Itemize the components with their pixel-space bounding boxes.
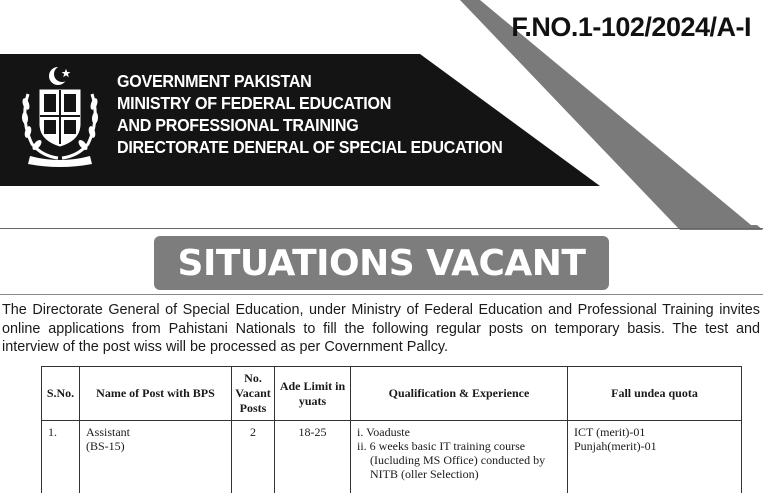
org-line-directorate: DIRECTORATE DENERAL OF SPECIAL EDUCATION <box>117 137 503 157</box>
qualification-line: i. Voaduste <box>357 425 410 439</box>
page-title: SITUATIONS VACANT <box>177 242 586 284</box>
table-row <box>42 421 742 493</box>
cell-quota <box>568 421 742 493</box>
qualification-line: NITB (oller Selection) <box>370 467 479 481</box>
org-line-government: GOVERNMENT PAKISTAN <box>117 71 312 91</box>
quota-line: Punjah(merit)-01 <box>574 439 657 453</box>
col-header-post: Name of Post with BPS <box>80 367 232 421</box>
col-header-quota: Fall undea quota <box>568 367 742 421</box>
org-line-ministry: MINISTRY OF FEDERAL EDUCATION <box>117 93 392 113</box>
post-bps: (BS-15) <box>86 439 125 453</box>
quota-line: ICT (merit)-01 <box>574 425 646 439</box>
state-emblem-icon <box>18 64 102 168</box>
org-line-training: AND PROFESSIONAL TRAINING <box>117 115 359 135</box>
col-header-vacant: No. Vacant Posts <box>232 367 275 421</box>
cell-age: 18-25 <box>275 421 351 493</box>
table-header-row <box>42 367 742 421</box>
file-number: F.NO.1-102/2024/A-I <box>511 12 751 42</box>
cell-qualification <box>351 421 568 493</box>
title-banner <box>154 236 609 290</box>
qualification-line: (Iucluding MS Office) conducted by <box>370 453 546 467</box>
divider <box>0 294 763 295</box>
col-header-qualification: Qualification & Experience <box>351 367 568 421</box>
cell-post <box>80 421 232 493</box>
cell-sno: 1. <box>42 421 80 493</box>
col-header-age: Ade Limit in yuats <box>275 367 351 421</box>
post-name: Assistant <box>86 425 131 439</box>
col-header-sno: S.No. <box>42 367 80 421</box>
qualification-line: ii. 6 weeks basic IT training course <box>357 439 526 453</box>
divider <box>0 228 763 229</box>
intro-paragraph: The Directorate General of Special Education, under Ministry of Federal Education and Professional Training invites online applications from Pahistani Nationals to fill the following regular posts on temporary basis. The test and interview of the post wiss will be processed as per Covernment Pallcy. <box>2 302 760 355</box>
cell-vacant: 2 <box>232 421 275 493</box>
organization-name <box>117 70 503 158</box>
vacancy-table <box>41 366 742 493</box>
